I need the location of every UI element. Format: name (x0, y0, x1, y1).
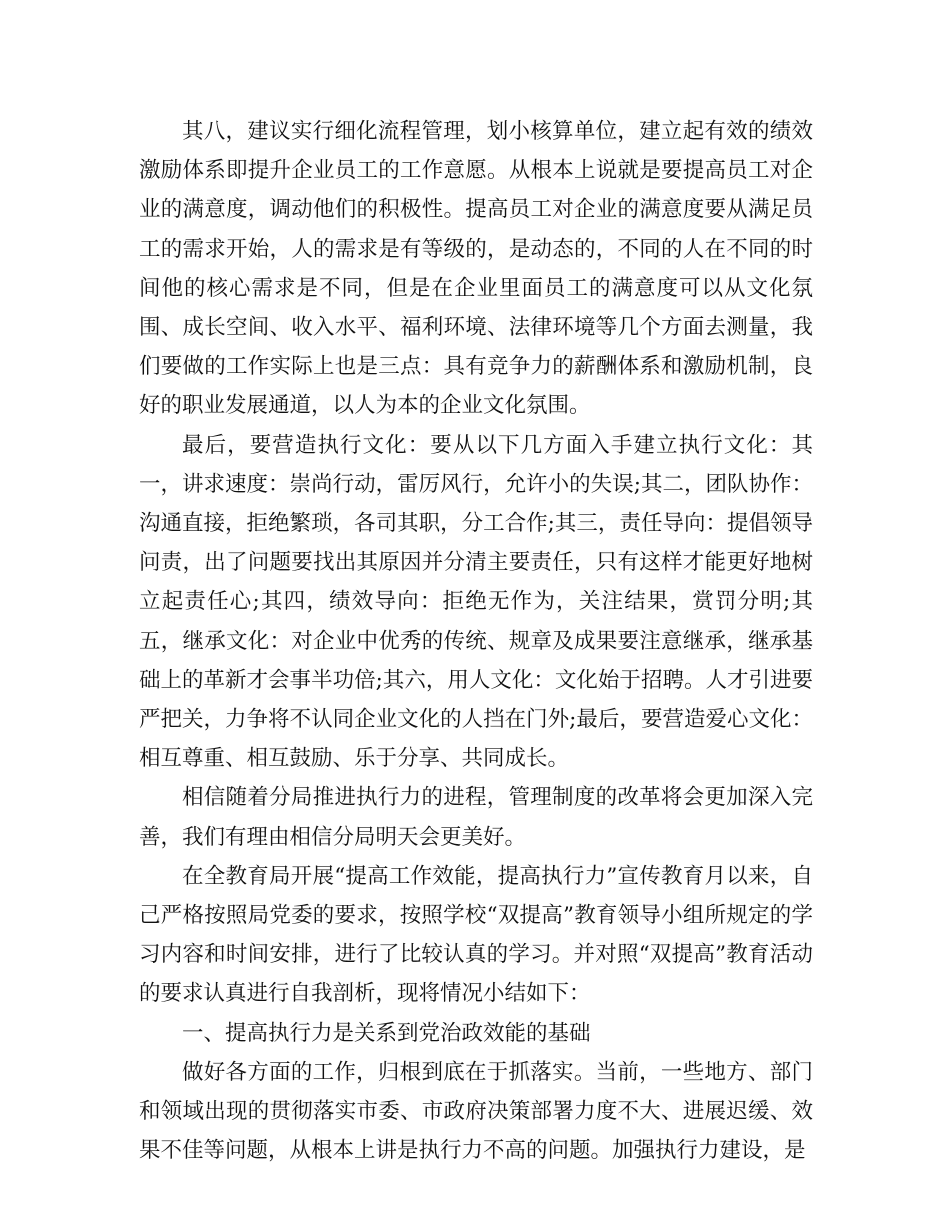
paragraph-5: 做好各方面的工作，归根到底在于抓落实。当前，一些地方、部门和领域出现的贯彻落实市委、市政府决策部署力度不大、进展迟缓、效果不佳等问题，从根本上讲是执行力不高的问题。加强执行力建设，是 (139, 1059, 813, 1164)
paragraph-4: 在全教育局开展“提高工作效能，提高执行力”宣传教育月以来，自己严格按照局党委的要求，按照学校“双提高”教育领导小组所规定的学习内容和时间安排，进行了比较认真的学习。并对照“双提高”教育活动的要求认真进行自我剖析，现将情况小结如下： (139, 863, 813, 1007)
section-heading: 一、提高执行力是关系到党治政效能的基础 (182, 1020, 591, 1046)
paragraph-2: 最后，要营造执行文化：要从以下几方面入手建立执行文化：其一，讲求速度：崇尚行动，雷厉风行，允许小的失误;其二，团队协作：沟通直接，拒绝繁琐，各司其职，分工合作;其三，责任导向：提倡领导问责，出了问题要找出其原因并分清主要责任，只有这样才能更好地树立起责任心;其四，绩效导向：拒绝无作为，关注结果，赏罚分明;其五，继承文化：对企业中优秀的传统、规章及成果要注意继承，继承基础上的革新才会事半功倍;其六，用人文化：文化始于招聘。人才引进要严把关，力争将不认同企业文化的人挡在门外;最后，要营造爱心文化：相互尊重、相互鼓励、乐于分享、共同成长。 (139, 432, 813, 772)
paragraph-1: 其八，建议实行细化流程管理，划小核算单位，建立起有效的绩效激励体系即提升企业员工的工作意愿。从根本上说就是要提高员工对企业的满意度，调动他们的积极性。提高员工对企业的满意度要从满足员工的需求开始，人的需求是有等级的，是动态的，不同的人在不同的时间他的核心需求是不同，但是在企业里面员工的满意度可以从文化氛围、成长空间、收入水平、福利环境、法律环境等几个方面去测量，我们要做的工作实际上也是三点：具有竞争力的薪酬体系和激励机制，良好的职业发展通道，以人为本的企业文化氛围。 (139, 119, 813, 419)
paragraph-3: 相信随着分局推进执行力的进程，管理制度的改革将会更加深入完善，我们有理由相信分局明天会更美好。 (139, 785, 813, 850)
document-body (139, 112, 813, 1170)
